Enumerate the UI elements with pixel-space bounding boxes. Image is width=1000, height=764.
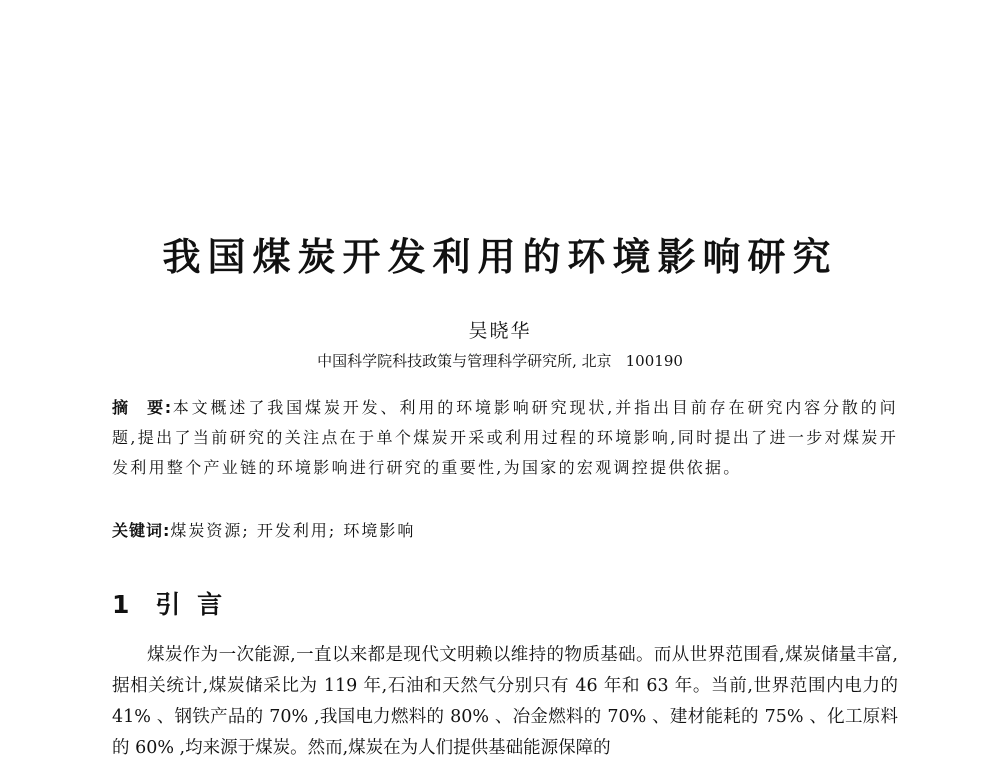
section-heading (112, 585, 226, 621)
section-title: 引 言 (155, 590, 227, 619)
paper-title: 我国煤炭开发利用的环境影响研究 (162, 235, 838, 279)
keywords-label: 关键词: (112, 521, 171, 540)
author-affiliation (0, 350, 1000, 371)
abstract (112, 393, 898, 483)
body-paragraph: 煤炭作为一次能源,一直以来都是现代文明赖以维持的物质基础。而从世界范围看,煤炭储量丰富,据相关统计,煤炭储采比为 119 年,石油和天然气分别只有 46 年和 63 年。当前,世界范围内电力的 41% 、钢铁产品的 70% ,我国电力燃料的 80% 、冶金燃料的 70% 、建材能耗的 75% 、化工原料的 60% ,均来源于煤炭。然而,煤炭在为人们提供基础能源保障的 (112, 645, 898, 758)
keywords-text: 煤炭资源; 开发利用; 环境影响 (170, 521, 416, 540)
keywords (112, 516, 898, 546)
affiliation-text: 中国科学院科技政策与管理科学研究所, 北京 (317, 352, 612, 370)
section-number: 1 (112, 590, 134, 619)
abstract-text: 本文概述了我国煤炭开发、利用的环境影响研究现状,并指出目前存在研究内容分散的问题,提出了当前研究的关注点在于单个煤炭开采或利用过程的环境影响,同时提出了进一步对煤炭开发利用整个产业链的环境影响进行研究的重要性,为国家的宏观调控提供依据。 (112, 398, 898, 477)
author-name: 吴晓华 (468, 320, 532, 342)
affiliation-postcode: 100190 (625, 352, 683, 370)
abstract-label: 摘 要: (112, 398, 173, 417)
